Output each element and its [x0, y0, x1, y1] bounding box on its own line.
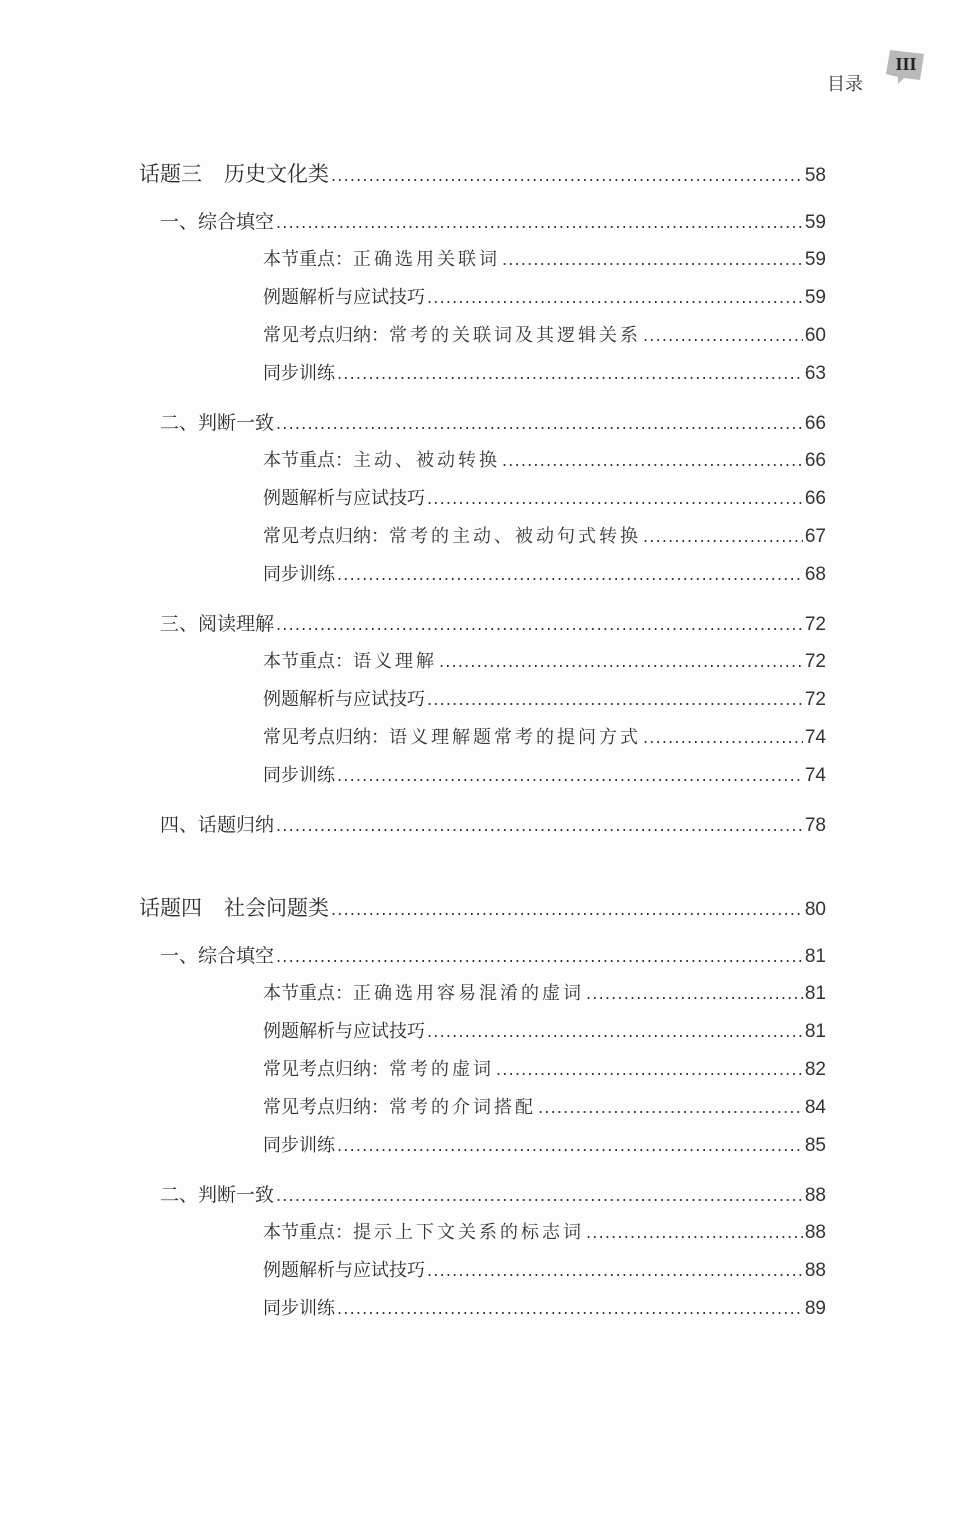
dot-leader — [427, 288, 803, 307]
page-number: 72 — [804, 689, 826, 710]
page-number: 88 — [804, 1185, 826, 1206]
toc-subsection-entry[interactable] — [263, 1294, 826, 1320]
entry-detail: 主动、被动转换 — [353, 450, 500, 471]
page-number: 81 — [804, 1021, 826, 1042]
page-number: 74 — [804, 727, 826, 748]
toc-subsection-entry[interactable] — [263, 484, 826, 510]
entry-title: 本节重点： — [263, 983, 353, 1004]
entry-title: 本节重点： — [263, 249, 353, 270]
toc-entry-label — [263, 321, 641, 347]
toc-entry-label — [263, 359, 335, 385]
dot-leader — [586, 984, 803, 1003]
toc-subsection-entry[interactable] — [263, 245, 826, 271]
entry-title: 常见考点归纳： — [263, 727, 389, 748]
dot-leader — [586, 1223, 803, 1242]
entry-title: 本节重点： — [263, 651, 353, 672]
entry-title: 常见考点归纳： — [263, 325, 389, 346]
page-number: 66 — [804, 450, 826, 471]
page-number: 88 — [804, 1222, 826, 1243]
entry-title: 二、判断一致 — [160, 412, 275, 434]
toc-section-entry[interactable] — [160, 1180, 826, 1207]
dot-leader — [276, 615, 803, 634]
entry-title: 一、综合填空 — [160, 211, 275, 233]
toc-subsection-entry[interactable] — [263, 1256, 826, 1282]
page-number: 89 — [804, 1298, 826, 1319]
page-number: 74 — [804, 765, 826, 786]
toc-entry-label — [263, 1017, 425, 1043]
dot-leader — [331, 166, 803, 185]
entry-title: 同步训练 — [263, 564, 335, 585]
toc-entry-label — [263, 1218, 584, 1244]
page-number: 80 — [804, 899, 826, 920]
dot-leader — [276, 414, 803, 433]
toc-subsection-entry[interactable] — [263, 647, 826, 673]
toc-subsection-entry[interactable] — [263, 1218, 826, 1244]
dot-leader — [337, 565, 803, 584]
entry-title: 三、阅读理解 — [160, 613, 275, 635]
toc-entry-label — [160, 609, 274, 636]
toc-entry-label — [160, 1180, 274, 1207]
page-number: 68 — [804, 564, 826, 585]
page-number-badge — [884, 46, 928, 86]
toc-section-entry[interactable] — [160, 207, 826, 234]
page-number: 81 — [804, 946, 826, 967]
dot-leader — [427, 690, 803, 709]
toc-entry-label — [263, 685, 425, 711]
dot-leader — [502, 451, 803, 470]
toc-entry-label — [263, 1256, 425, 1282]
toc-section-entry[interactable] — [160, 810, 826, 837]
dot-leader — [502, 250, 803, 269]
entry-title: 同步训练 — [263, 1298, 335, 1319]
toc-subsection-entry[interactable] — [263, 522, 826, 548]
entry-detail: 语义理解 — [353, 651, 437, 672]
entry-title: 例题解析与应试技巧 — [263, 1260, 425, 1281]
dot-leader — [276, 1186, 803, 1205]
toc-entry-label — [263, 446, 500, 472]
entry-title: 一、综合填空 — [160, 945, 275, 967]
dot-leader — [538, 1098, 803, 1117]
section-label: 目录 — [827, 74, 863, 95]
dot-leader — [427, 489, 803, 508]
toc-entry-label — [263, 283, 425, 309]
page-number: 59 — [804, 249, 826, 270]
dot-leader — [427, 1261, 803, 1280]
toc-entry-label — [263, 1093, 536, 1119]
toc-entry-label — [160, 941, 274, 968]
toc-entry-label — [263, 484, 425, 510]
toc-subsection-entry[interactable] — [263, 1093, 826, 1119]
toc-section-entry[interactable] — [160, 408, 826, 435]
toc-subsection-entry[interactable] — [263, 321, 826, 347]
toc-subsection-entry[interactable] — [263, 560, 826, 586]
toc-entry-label — [263, 1294, 335, 1320]
page-number: 78 — [804, 815, 826, 836]
dot-leader — [337, 1136, 803, 1155]
entry-detail: 语义理解题常考的提问方式 — [389, 727, 641, 748]
entry-title: 同步训练 — [263, 765, 335, 786]
toc-subsection-entry[interactable] — [263, 1131, 826, 1157]
dot-leader — [276, 816, 803, 835]
entry-detail: 提示上下文关系的标志词 — [353, 1222, 584, 1243]
entry-title: 例题解析与应试技巧 — [263, 287, 425, 308]
entry-title: 例题解析与应试技巧 — [263, 1021, 425, 1042]
dot-leader — [427, 1022, 803, 1041]
toc-subsection-entry[interactable] — [263, 446, 826, 472]
toc-section-entry[interactable] — [160, 941, 826, 968]
page-number: 59 — [804, 287, 826, 308]
toc-subsection-entry[interactable] — [263, 979, 826, 1005]
entry-title: 本节重点： — [263, 450, 353, 471]
dot-leader — [643, 728, 803, 747]
toc-section-entry[interactable] — [160, 609, 826, 636]
dot-leader — [643, 527, 803, 546]
toc-entry-label — [263, 245, 500, 271]
dot-leader — [337, 364, 803, 383]
toc-entry-label — [139, 892, 329, 922]
page-number: 66 — [804, 413, 826, 434]
toc-entry-label — [263, 1131, 335, 1157]
dot-leader — [276, 947, 803, 966]
toc-subsection-entry[interactable] — [263, 685, 826, 711]
entry-detail: 常考的介词搭配 — [389, 1097, 536, 1118]
page-number: 72 — [804, 651, 826, 672]
page-number: 81 — [804, 983, 826, 1004]
entry-detail: 常考的主动、被动句式转换 — [389, 526, 641, 547]
dot-leader — [331, 900, 803, 919]
toc-subsection-entry[interactable] — [263, 1055, 826, 1081]
dot-leader — [276, 213, 803, 232]
page-number: 59 — [804, 212, 826, 233]
toc-entry-label — [263, 560, 335, 586]
toc-topic-entry[interactable] — [139, 158, 826, 188]
toc-subsection-entry[interactable] — [263, 1017, 826, 1043]
entry-title: 同步训练 — [263, 1135, 335, 1156]
toc-entry-label — [263, 647, 437, 673]
page-number: 67 — [804, 526, 826, 547]
page-number: 66 — [804, 488, 826, 509]
svg-text:III: III — [895, 54, 917, 74]
dot-leader — [337, 766, 803, 785]
dot-leader — [643, 326, 803, 345]
toc-entry-label — [263, 761, 335, 787]
entry-title: 历史文化类 — [224, 162, 329, 186]
dot-leader — [496, 1060, 803, 1079]
toc-entry-label — [160, 810, 274, 837]
entry-title: 四、话题归纳 — [160, 814, 275, 836]
entry-title: 社会问题类 — [224, 896, 329, 920]
page-number: 88 — [804, 1260, 826, 1281]
page-number: 85 — [804, 1135, 826, 1156]
entry-title: 常见考点归纳： — [263, 1097, 389, 1118]
toc-entry-label — [160, 408, 274, 435]
entry-title: 例题解析与应试技巧 — [263, 488, 425, 509]
toc-topic-entry[interactable] — [139, 892, 826, 922]
entry-detail: 正确选用关联词 — [353, 249, 500, 270]
toc-subsection-entry[interactable] — [263, 283, 826, 309]
entry-title: 常见考点归纳： — [263, 1059, 389, 1080]
page-number: 72 — [804, 614, 826, 635]
toc-subsection-entry[interactable] — [263, 359, 826, 385]
roman-numeral-icon — [884, 46, 928, 86]
entry-detail: 常考的关联词及其逻辑关系 — [389, 325, 641, 346]
toc-subsection-entry[interactable] — [263, 761, 826, 787]
dot-leader — [439, 652, 803, 671]
toc-entry-label — [263, 522, 641, 548]
toc-entry-label — [263, 979, 584, 1005]
entry-title: 例题解析与应试技巧 — [263, 689, 425, 710]
topic-number: 话题四 — [139, 896, 202, 920]
entry-title: 常见考点归纳： — [263, 526, 389, 547]
page-number: 60 — [804, 325, 826, 346]
toc-entry-label — [263, 723, 641, 749]
page-number: 63 — [804, 363, 826, 384]
entry-title: 本节重点： — [263, 1222, 353, 1243]
dot-leader — [337, 1299, 803, 1318]
topic-number: 话题三 — [139, 162, 202, 186]
page-number: 84 — [804, 1097, 826, 1118]
toc-entry-label — [263, 1055, 494, 1081]
toc-subsection-entry[interactable] — [263, 723, 826, 749]
entry-detail: 常考的虚词 — [389, 1059, 494, 1080]
entry-detail: 正确选用容易混淆的虚词 — [353, 983, 584, 1004]
toc-entry-label — [139, 158, 329, 188]
entry-title: 二、判断一致 — [160, 1184, 275, 1206]
entry-title: 同步训练 — [263, 363, 335, 384]
toc-entry-label — [160, 207, 274, 234]
page-number: 58 — [804, 165, 826, 186]
page-number: 82 — [804, 1059, 826, 1080]
